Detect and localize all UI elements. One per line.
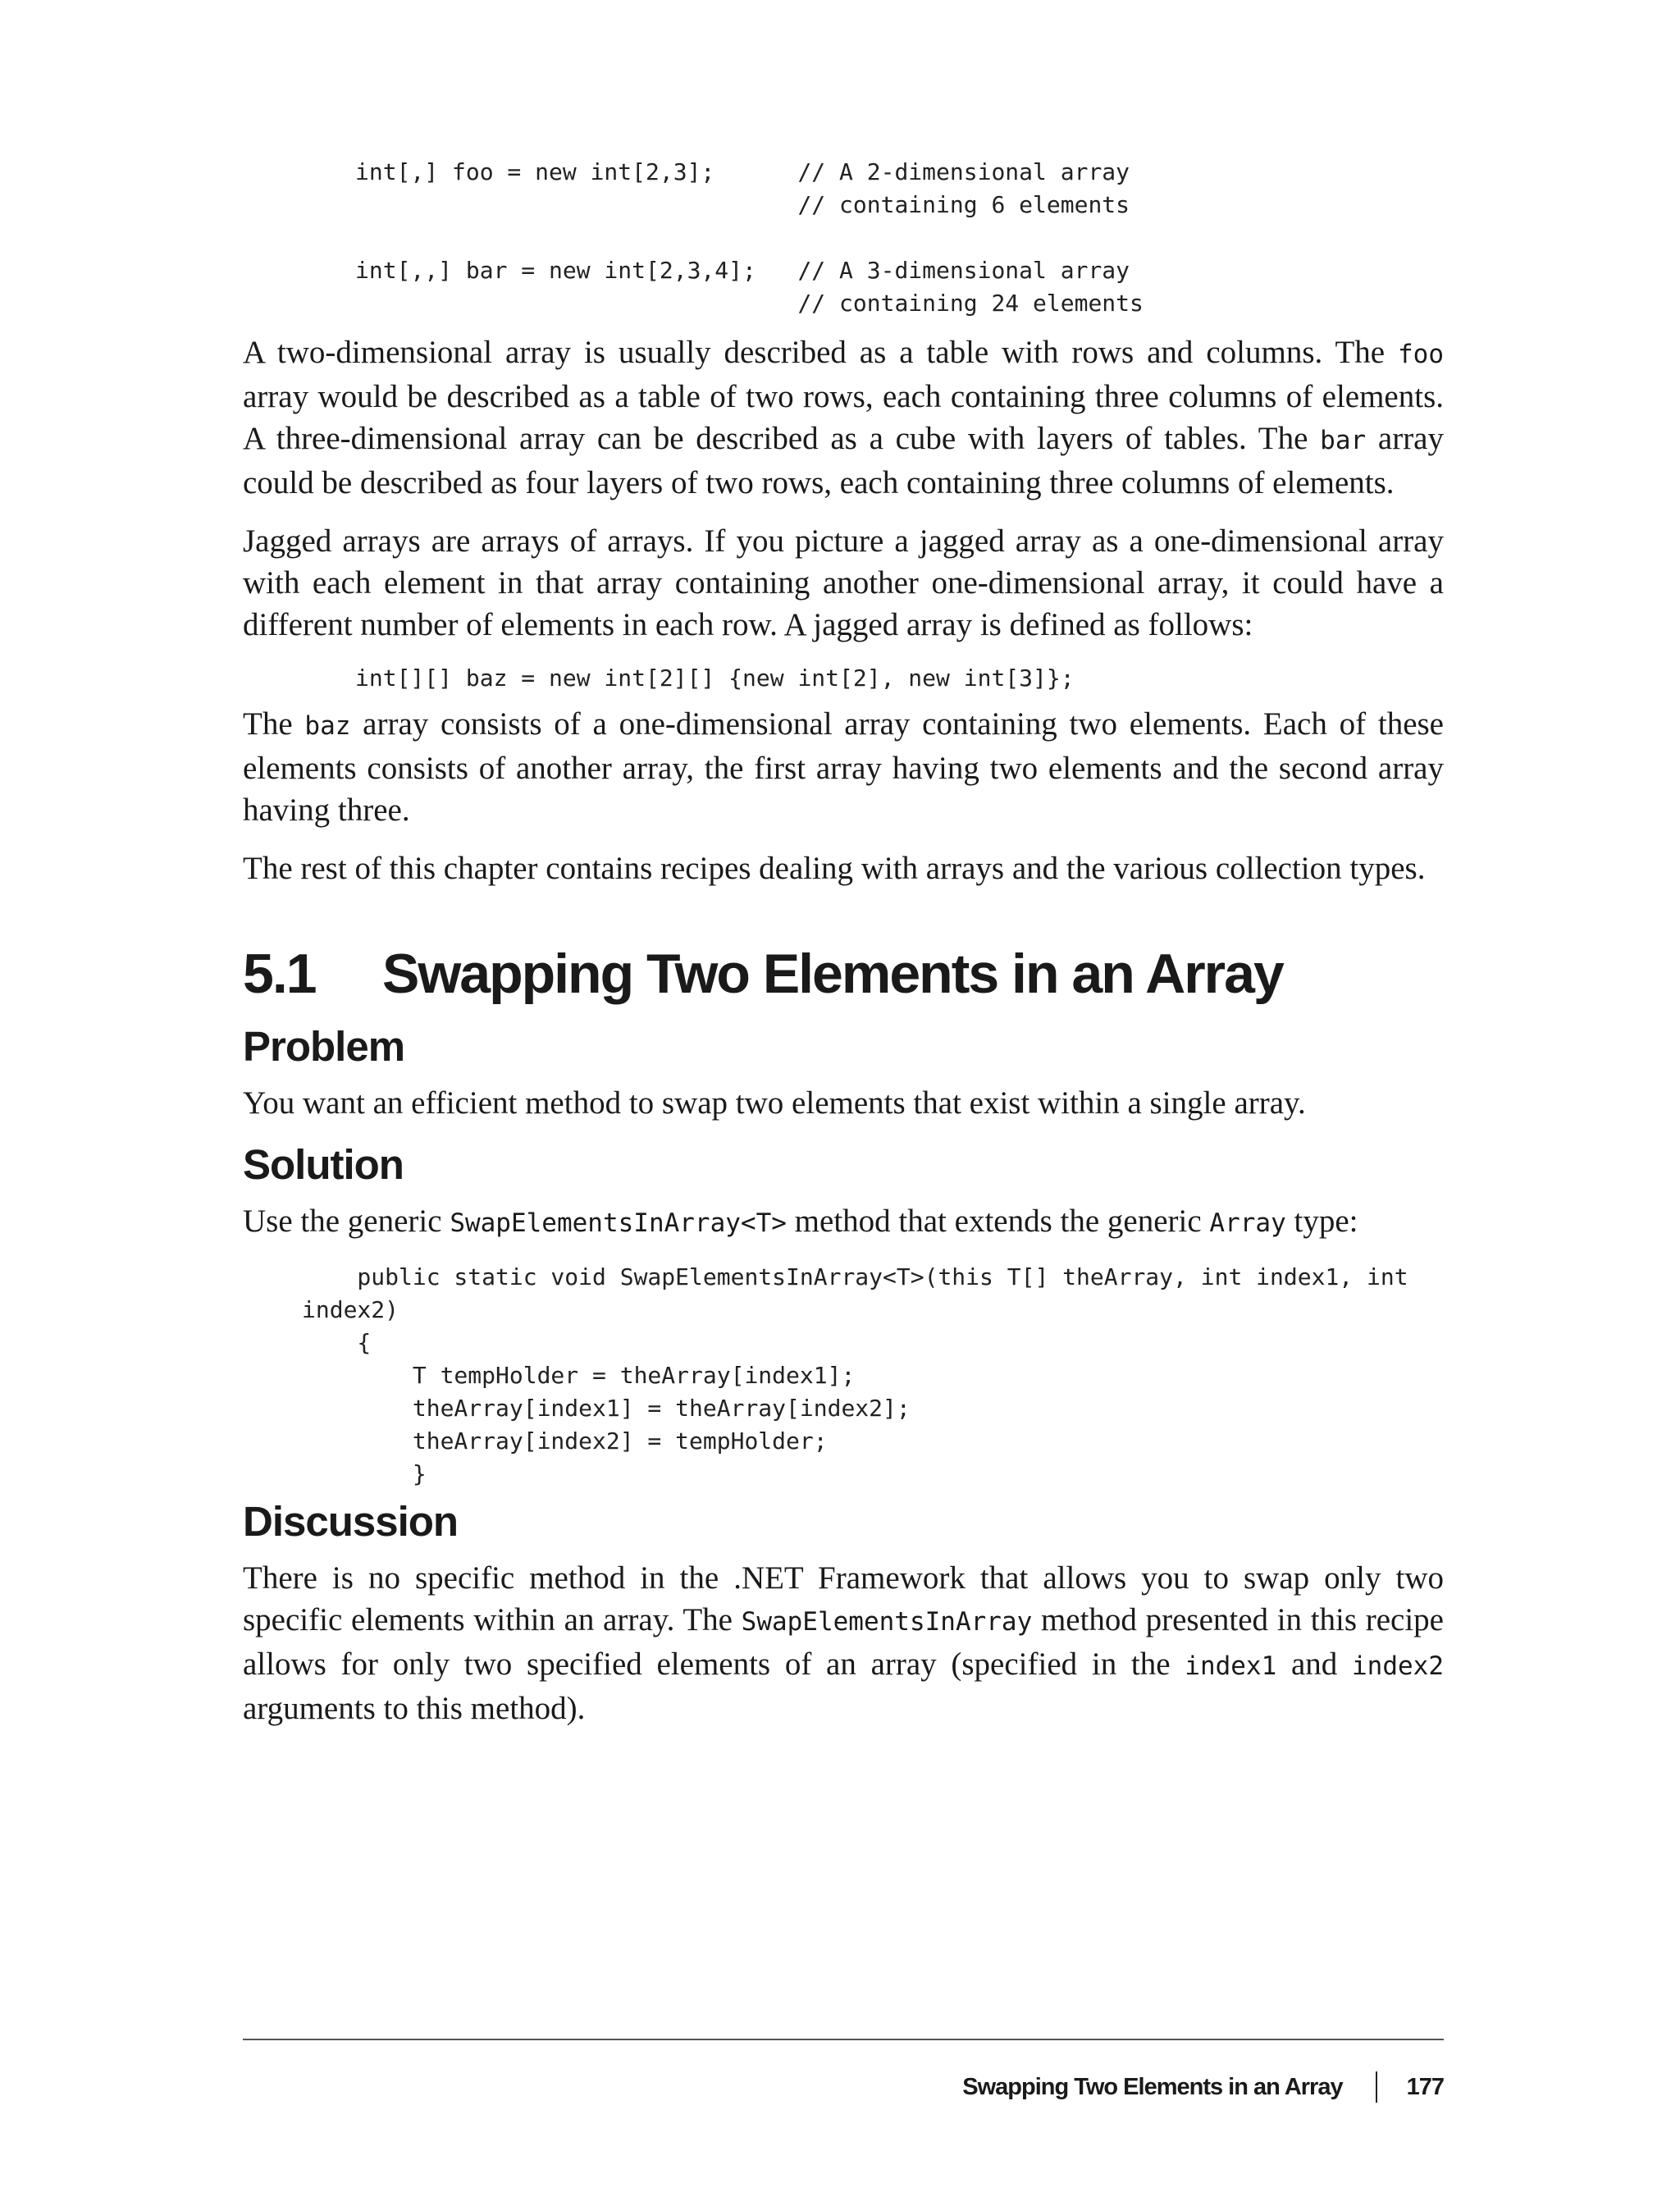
paragraph-baz-array: [243, 703, 1444, 831]
text-run: arguments to this method).: [243, 1691, 586, 1726]
inline-code: SwapElementsInArray: [741, 1607, 1033, 1637]
footer-divider: [1376, 2071, 1377, 2103]
text-run: type:: [1285, 1203, 1358, 1239]
text-run: The: [243, 706, 305, 742]
solution-heading: Solution: [243, 1141, 404, 1188]
text-run: There is no specific method in the .NET Framework that allows you to swap only two specific elements within an array. The: [243, 1560, 1444, 1637]
section-number: 5.1: [243, 943, 316, 1005]
running-title: Swapping Two Elements in an Array: [962, 2073, 1343, 2100]
problem-heading: Problem: [243, 1023, 405, 1070]
footer-content: [962, 2071, 1444, 2103]
text-run: and: [1276, 1647, 1353, 1682]
text-run: Use the generic: [243, 1203, 450, 1239]
discussion-heading: Discussion: [243, 1498, 459, 1545]
inline-code: bar: [1320, 426, 1367, 455]
text-run: array would be described as a table of two rows, each containing three columns of elements. A three-dimensional array can be described as a cube with layers of tables. The: [243, 379, 1444, 456]
discussion-text: [243, 1557, 1444, 1729]
code-block-jagged-array: int[][] baz = new int[2][] {new int[2], new int[3]};: [355, 665, 1075, 692]
page-content: [243, 156, 1444, 1746]
inline-code: foo: [1398, 340, 1444, 369]
paragraph-jagged-arrays: Jagged arrays are arrays of arrays. If you picture a jagged array as a one-dimensional array with each element in that array containing another one-dimensional array, it could have a different number of elements in each row. A jagged array is defined as follows:: [243, 523, 1444, 642]
paragraph-chapter-overview: The rest of this chapter contains recipes dealing with arrays and the various collection types.: [243, 851, 1426, 886]
text-run: method presented in this recipe allows for only two specified elements of an array (specified in the: [243, 1602, 1444, 1682]
section-heading: [243, 942, 1444, 1006]
code-block-swap-method: public static void SwapElementsInArray<T>(this T[] theArray, int index1, int index2) { T tempHolder = theArray[index1]; theArray[index1] = theArray[index2]; theArray[index2] = tempHolder; }: [302, 1263, 1408, 1487]
page-number: 177: [1406, 2073, 1444, 2100]
section-title: Swapping Two Elements in an Array: [382, 943, 1283, 1005]
text-run: method that extends the generic: [786, 1203, 1210, 1239]
text-run: array consists of a one-dimensional array containing two elements. Each of these elements consists of another array, the first array having two elements and the second array having three.: [243, 706, 1444, 828]
text-run: A two-dimensional array is usually described as a table with rows and columns. The: [243, 335, 1398, 370]
inline-code: Array: [1209, 1208, 1286, 1238]
code-block-array-declarations: int[,] foo = new int[2,3]; // A 2-dimensional array // containing 6 elements int[,,] bar = new int[2,3,4]; // A 3-dimensional array // containing 24 elements: [355, 158, 1144, 317]
inline-code: baz: [304, 711, 351, 741]
problem-text: You want an efficient method to swap two elements that exist within a single array.: [243, 1085, 1306, 1121]
page-footer: [243, 2039, 1444, 2100]
inline-code: index2: [1352, 1651, 1444, 1681]
inline-code: index1: [1185, 1651, 1277, 1681]
solution-text: [243, 1200, 1444, 1245]
inline-code: SwapElementsInArray<T>: [450, 1208, 787, 1238]
paragraph-multidimensional: [243, 331, 1444, 504]
text-run: array could be described as four layers of two rows, each containing three columns of elements.: [243, 421, 1444, 500]
